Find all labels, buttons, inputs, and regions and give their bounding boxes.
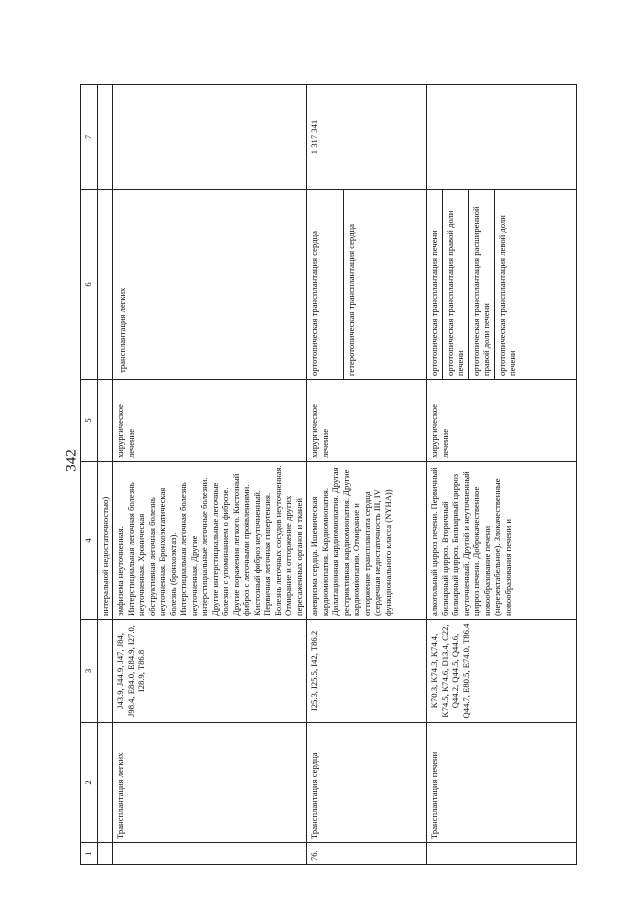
header-col-3: 3 xyxy=(81,620,98,723)
row-number: 76. xyxy=(307,843,427,865)
diagnosis: аневризма сердца. Ишемическая кардиомиопатия. Кардиомиопатия. Дилатационная кардиомиопатия. Другая рестриктивная кардиомиопатия. Другие кардиомиопатии. Отмирание и отторжение трансплантата сердца (сердечная недостаточность III, IV функционального класса (NYHA)) xyxy=(307,462,427,620)
method-cell xyxy=(307,190,427,380)
method-item: трансплантация легких xyxy=(117,287,128,373)
treatment-type: хирургическое лечение xyxy=(113,380,307,462)
cost xyxy=(427,85,577,190)
treatment-type: хирургическое лечение xyxy=(427,380,577,462)
header-row xyxy=(81,85,98,865)
method-item: ортотопическая трансплантация печени xyxy=(429,230,440,376)
icd-codes: I25.3, I25.5, I42, T86.2 xyxy=(307,620,427,723)
diagnosis: эмфизема неуточненная. Интерстициальная легочная болезнь неуточненная. Хроническая обструктивная легочная болезнь неуточненная. Бронхоэктатическая болезнь (бронхоэктаз). Интерстициальная легочная болезнь неуточненная. Другие интерстициальные легочные болезни. Другие интерстициальные легочные болезни с упоминанием о фиброзе. Другие поражения легкого. Кистозный фиброз с легочными проявлениями. Кистозный фиброз неуточненный. Первичная легочная гипертензия. Болезнь легочных сосудов неуточненная. Отмирание и отторжение других пересаженных органов и тканей xyxy=(113,462,307,620)
treatment-type: хирургическое лечение xyxy=(307,380,427,462)
header-col-7: 7 xyxy=(81,85,98,190)
page-number: 342 xyxy=(63,449,80,472)
icd-codes: J43.9, J44.9, J47, J84, J98.4, E84.0, E84.9, I27.0, I28.9, T86.8 xyxy=(113,620,307,723)
table-row xyxy=(307,85,427,865)
medical-care-table xyxy=(80,84,577,865)
header-col-5: 5 xyxy=(81,380,98,462)
header-col-2: 2 xyxy=(81,723,98,843)
method-item: ортотопическая трансплантация расширенной правой доли печени xyxy=(468,190,494,379)
intervention-name: Трансплантация печени xyxy=(427,723,577,843)
intervention-name: Трансплантация сердца xyxy=(307,723,427,843)
icd-codes: K70.3, K74.3, K74.4, K74.5, K74.6, D13.4, C22, Q44.2, Q44.5, Q44.6, Q44.7, E80.5, E74.0, T86.4 xyxy=(427,620,577,723)
cost: 1 317 341 xyxy=(307,85,427,190)
header-col-4: 4 xyxy=(81,462,98,620)
method-item: ортотопическая трансплантация левой доли печени xyxy=(494,190,520,379)
table-container xyxy=(80,85,620,865)
diagnosis: алкогольный цирроз печени. Первичный билиарный цирроз. Вторичный билиарный цирроз. Билиарный цирроз неуточненный. Другой и неуточненный цирроз печени. Доброкачественное новообразование печени (нерезектабельное). Злокачественные новообразования печени и xyxy=(427,462,577,620)
intervention-name: Трансплантация легких xyxy=(113,723,307,843)
method-item: ортотопическая трансплантация правой доли печени xyxy=(442,190,468,379)
row-number xyxy=(427,843,577,865)
method-cell xyxy=(113,190,307,380)
header-col-1: 1 xyxy=(81,843,98,865)
table-row xyxy=(113,85,307,865)
header-col-6: 6 xyxy=(81,190,98,380)
method-cell xyxy=(427,190,577,380)
method-item: ортотопическая трансплантация сердца xyxy=(309,231,320,376)
continuation-text: интеральной недостаточностью) xyxy=(98,462,113,620)
table-row xyxy=(427,85,577,865)
continuation-row xyxy=(98,85,113,865)
cost xyxy=(113,85,307,190)
row-number xyxy=(113,843,307,865)
method-item: гетеротопическая трансплантация сердца xyxy=(343,190,358,379)
rotated-page xyxy=(80,85,620,865)
